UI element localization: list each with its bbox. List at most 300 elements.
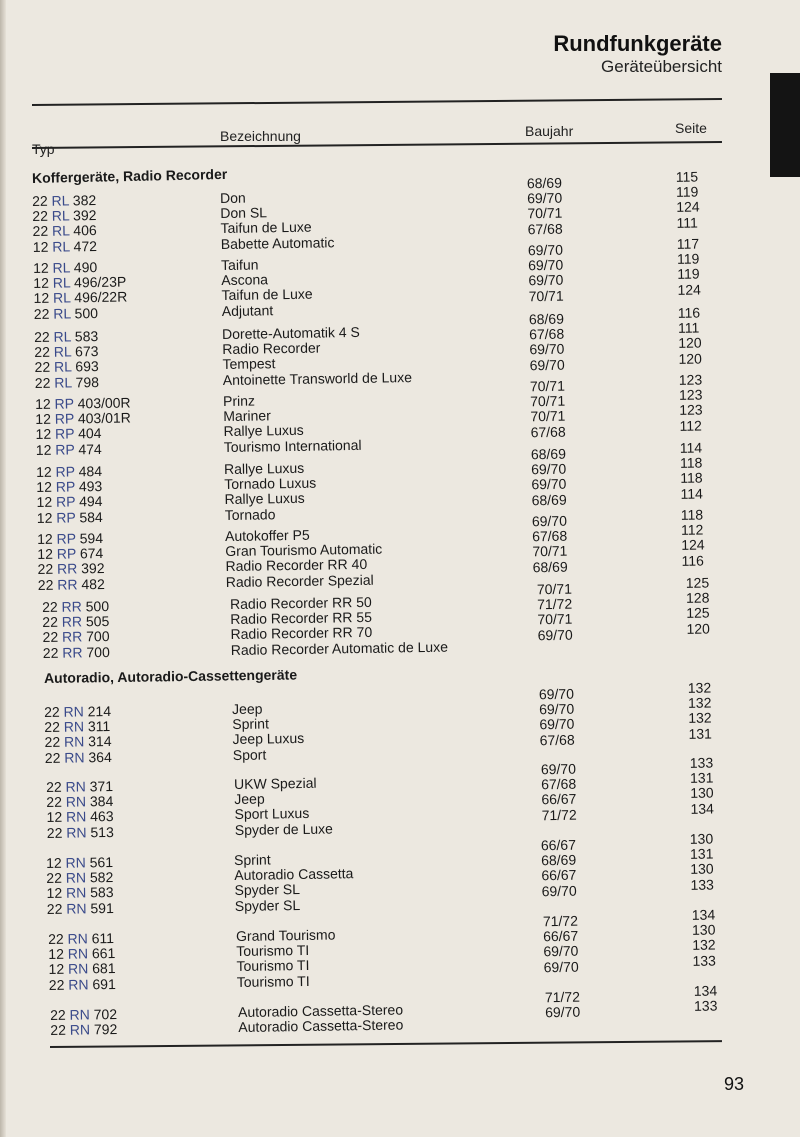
typ-prefix: 22 bbox=[46, 793, 63, 811]
typ-number: 500 bbox=[74, 304, 99, 321]
typ-series: RR bbox=[61, 598, 82, 615]
typ-prefix: 22 bbox=[45, 778, 62, 795]
baujahr-cell: 69/70 bbox=[527, 241, 564, 259]
seite-cell: 128 bbox=[685, 589, 710, 607]
typ-prefix: 22 bbox=[42, 629, 59, 646]
baujahr-cell: 70/71 bbox=[527, 205, 563, 222]
seite-cell: 112 bbox=[680, 521, 704, 539]
typ-series: RN bbox=[69, 1021, 91, 1038]
baujahr-cell: 68/69 bbox=[531, 491, 567, 508]
row-group bbox=[43, 679, 765, 767]
typ-prefix: 12 bbox=[46, 885, 63, 902]
baujahr-cell: 68/69 bbox=[530, 445, 567, 463]
bezeichnung-cell: Spyder SL bbox=[234, 896, 301, 914]
typ-number: 406 bbox=[73, 222, 97, 239]
seite-cell: 133 bbox=[693, 997, 718, 1015]
typ-number: 700 bbox=[86, 628, 110, 645]
typ-cell bbox=[33, 239, 97, 255]
typ-series: RN bbox=[66, 823, 87, 841]
typ-prefix: 22 bbox=[37, 576, 54, 593]
bezeichnung-cell: Autoradio Cassetta-Stereo bbox=[238, 1016, 404, 1036]
bezeichnung-cell: Radio Recorder Spezial bbox=[225, 571, 374, 590]
baujahr-cell: 67/68 bbox=[541, 775, 577, 793]
typ-series: RL bbox=[52, 274, 71, 291]
typ-series: RN bbox=[65, 793, 87, 810]
typ-cell bbox=[47, 825, 114, 841]
typ-number: 691 bbox=[92, 975, 116, 992]
typ-prefix: 22 bbox=[42, 613, 59, 631]
typ-prefix: 22 bbox=[50, 1021, 67, 1039]
bezeichnung-cell: Radio Recorder bbox=[222, 339, 321, 358]
typ-series: RN bbox=[67, 930, 88, 947]
seite-cell: 112 bbox=[679, 417, 702, 434]
typ-number: 403/01R bbox=[77, 409, 131, 427]
bezeichnung-cell: Tempest bbox=[222, 355, 276, 373]
typ-number: 702 bbox=[93, 1005, 118, 1023]
typ-number: 474 bbox=[78, 440, 102, 457]
typ-number: 482 bbox=[81, 575, 105, 592]
typ-number: 392 bbox=[81, 560, 105, 577]
baujahr-cell: 69/70 bbox=[528, 256, 564, 274]
baujahr-cell: 67/68 bbox=[532, 527, 568, 545]
typ-number: 463 bbox=[90, 808, 114, 825]
seite-cell: 132 bbox=[687, 694, 712, 712]
typ-prefix: 22 bbox=[44, 718, 61, 736]
typ-number: 371 bbox=[89, 777, 114, 795]
typ-number: 311 bbox=[87, 718, 111, 735]
seite-cell: 130 bbox=[690, 784, 714, 802]
typ-series: RN bbox=[65, 854, 86, 871]
typ-number: 496/22R bbox=[74, 288, 128, 306]
typ-number: 384 bbox=[89, 793, 114, 810]
typ-number: 673 bbox=[74, 343, 99, 360]
typ-prefix: 12 bbox=[35, 441, 52, 458]
typ-number: 500 bbox=[85, 597, 110, 615]
baujahr-cell: 69/70 bbox=[528, 272, 564, 289]
seite-cell: 116 bbox=[677, 304, 701, 321]
bezeichnung-cell: Rallye Luxus bbox=[223, 459, 305, 478]
bezeichnung-cell: Sprint bbox=[232, 715, 270, 733]
typ-series: RN bbox=[66, 899, 87, 917]
baujahr-cell: 69/70 bbox=[537, 626, 573, 643]
seite-cell: 123 bbox=[678, 371, 703, 388]
typ-number: 505 bbox=[85, 613, 110, 630]
seite-cell: 123 bbox=[678, 386, 703, 404]
baujahr-cell: 69/70 bbox=[531, 476, 567, 493]
seite-cell: 111 bbox=[677, 319, 700, 337]
bezeichnung-cell: Spyder de Luxe bbox=[234, 820, 333, 838]
baujahr-cell: 66/67 bbox=[541, 791, 577, 808]
bezeichnung-cell: Jeep bbox=[234, 790, 265, 808]
typ-prefix: 12 bbox=[32, 238, 49, 255]
seite-cell: 130 bbox=[691, 921, 716, 939]
typ-series: RP bbox=[55, 463, 75, 480]
typ-series: RN bbox=[65, 778, 86, 795]
typ-prefix: 12 bbox=[34, 395, 51, 412]
seite-cell: 117 bbox=[676, 235, 700, 252]
bezeichnung-cell: Autoradio Cassetta-Stereo bbox=[237, 1001, 404, 1021]
thumb-index-tab bbox=[770, 73, 800, 177]
typ-prefix: 22 bbox=[32, 207, 49, 225]
seite-cell: 114 bbox=[680, 485, 703, 502]
typ-number: 591 bbox=[90, 899, 114, 916]
bezeichnung-cell: Tourismo International bbox=[223, 436, 362, 455]
seite-cell: 119 bbox=[675, 183, 699, 201]
typ-prefix: 22 bbox=[46, 900, 63, 917]
seite-cell: 120 bbox=[678, 350, 703, 367]
seite-cell: 134 bbox=[690, 800, 715, 817]
bezeichnung-cell: Jeep Luxus bbox=[232, 730, 305, 748]
typ-prefix: 22 bbox=[33, 305, 50, 322]
typ-series: RP bbox=[54, 410, 75, 427]
bezeichnung-cell: Tourismo TI bbox=[236, 942, 310, 960]
typ-number: 403/00R bbox=[77, 394, 131, 412]
seite-cell: 120 bbox=[686, 620, 711, 637]
baujahr-cell: 69/70 bbox=[538, 685, 575, 703]
typ-series: RL bbox=[52, 289, 71, 307]
baujahr-cell: 70/71 bbox=[537, 611, 573, 628]
seite-cell: 124 bbox=[681, 536, 705, 554]
typ-number: 513 bbox=[90, 823, 114, 840]
baujahr-cell: 71/72 bbox=[537, 595, 573, 613]
typ-series: RL bbox=[51, 207, 70, 224]
baujahr-cell: 70/71 bbox=[528, 287, 564, 304]
column-header-baujahr: Baujahr bbox=[525, 123, 574, 139]
typ-number: 700 bbox=[86, 643, 110, 660]
typ-cell bbox=[43, 645, 110, 661]
typ-series: RN bbox=[63, 718, 85, 735]
baujahr-cell: 71/72 bbox=[542, 912, 579, 930]
baujahr-cell: 71/72 bbox=[541, 806, 577, 823]
typ-cell bbox=[47, 901, 114, 917]
typ-prefix: 22 bbox=[33, 328, 50, 345]
typ-number: 584 bbox=[79, 508, 103, 525]
typ-number: 314 bbox=[88, 733, 112, 750]
typ-prefix: 12 bbox=[36, 530, 53, 547]
typ-number: 792 bbox=[93, 1021, 118, 1038]
typ-prefix: 22 bbox=[32, 223, 49, 240]
typ-prefix: 12 bbox=[35, 426, 52, 443]
baujahr-cell: 69/70 bbox=[527, 189, 563, 207]
typ-prefix: 22 bbox=[34, 359, 51, 376]
top-rule bbox=[32, 98, 722, 106]
typ-cell bbox=[38, 577, 105, 593]
typ-series: RN bbox=[65, 869, 87, 886]
typ-series: RL bbox=[51, 192, 70, 209]
seite-cell: 118 bbox=[680, 469, 703, 487]
seite-cell: 134 bbox=[693, 982, 718, 999]
baujahr-cell: 69/70 bbox=[543, 958, 579, 975]
bezeichnung-cell: Rallye Luxus bbox=[223, 422, 304, 440]
baujahr-cell: 69/70 bbox=[531, 460, 567, 478]
column-header-seite: Seite bbox=[675, 120, 707, 136]
bezeichnung-cell: Tourismo TI bbox=[236, 972, 310, 990]
typ-cell bbox=[35, 375, 99, 391]
typ-series: RR bbox=[56, 560, 78, 578]
typ-series: RN bbox=[63, 703, 84, 720]
bezeichnung-cell: Radio Recorder RR 55 bbox=[230, 609, 373, 628]
bezeichnung-cell: Tornado bbox=[224, 505, 276, 523]
typ-number: 693 bbox=[75, 358, 99, 375]
bezeichnung-cell: Radio Recorder Automatic de Luxe bbox=[230, 638, 449, 658]
baujahr-cell: 67/68 bbox=[530, 423, 566, 440]
typ-cell bbox=[50, 1022, 117, 1038]
bezeichnung-cell: Radio Recorder RR 70 bbox=[230, 624, 373, 643]
bezeichnung-cell: Taifun de Luxe bbox=[221, 286, 313, 304]
seite-cell: 125 bbox=[685, 574, 710, 591]
typ-number: 490 bbox=[73, 258, 98, 276]
typ-prefix: 12 bbox=[36, 509, 53, 526]
bezeichnung-cell: Sport bbox=[232, 746, 267, 763]
typ-number: 674 bbox=[79, 545, 104, 562]
page-title: Rundfunkgeräte bbox=[553, 31, 722, 56]
typ-series: RN bbox=[67, 960, 89, 978]
baujahr-cell: 68/69 bbox=[541, 851, 577, 869]
bezeichnung-cell: Radio Recorder RR 50 bbox=[229, 593, 372, 613]
typ-prefix: 12 bbox=[35, 410, 52, 428]
typ-prefix: 22 bbox=[46, 824, 63, 841]
baujahr-cell: 67/68 bbox=[529, 325, 565, 343]
bezeichnung-cell: UKW Spezial bbox=[233, 774, 317, 793]
typ-series: RP bbox=[55, 478, 76, 495]
typ-series: RR bbox=[57, 575, 78, 593]
typ-number: 611 bbox=[91, 929, 115, 947]
typ-prefix: 12 bbox=[36, 478, 53, 496]
seite-cell: 133 bbox=[689, 754, 714, 771]
baujahr-cell: 69/70 bbox=[540, 760, 577, 778]
seite-cell: 133 bbox=[690, 876, 715, 893]
seite-cell: 124 bbox=[676, 198, 700, 216]
typ-number: 382 bbox=[72, 191, 97, 209]
header-rule bbox=[32, 141, 722, 149]
baujahr-cell: 68/69 bbox=[532, 558, 568, 575]
bezeichnung-cell: Ascona bbox=[221, 271, 269, 289]
typ-prefix: 22 bbox=[41, 598, 58, 615]
bezeichnung-cell: Don SL bbox=[220, 204, 268, 222]
seite-cell: 132 bbox=[688, 709, 712, 727]
typ-series: RN bbox=[65, 884, 87, 902]
typ-prefix: 22 bbox=[37, 561, 54, 578]
typ-series: RP bbox=[56, 530, 76, 547]
seite-cell: 125 bbox=[686, 604, 710, 622]
typ-prefix: 22 bbox=[47, 930, 64, 947]
typ-prefix: 22 bbox=[34, 374, 51, 391]
typ-series: RP bbox=[56, 545, 77, 562]
typ-series: RP bbox=[55, 493, 76, 511]
baujahr-cell: 69/70 bbox=[529, 341, 565, 358]
bezeichnung-cell: Sport Luxus bbox=[234, 805, 310, 823]
seite-cell: 114 bbox=[679, 439, 703, 456]
bezeichnung-cell: Tourismo TI bbox=[236, 957, 310, 975]
typ-number: 494 bbox=[79, 493, 103, 510]
typ-number: 214 bbox=[87, 702, 112, 720]
baujahr-cell: 66/67 bbox=[543, 927, 579, 945]
seite-cell: 118 bbox=[679, 454, 703, 472]
typ-prefix: 12 bbox=[37, 545, 54, 563]
bezeichnung-cell: Tornado Luxus bbox=[224, 474, 317, 493]
typ-series: RL bbox=[51, 222, 70, 240]
typ-cell bbox=[37, 510, 103, 526]
typ-number: 661 bbox=[91, 945, 116, 962]
typ-series: RL bbox=[54, 374, 72, 391]
seite-cell: 118 bbox=[680, 506, 704, 523]
typ-prefix: 12 bbox=[48, 945, 65, 963]
page-subtitle: Geräteübersicht bbox=[601, 57, 722, 76]
seite-cell: 116 bbox=[681, 552, 704, 569]
baujahr-cell: 68/69 bbox=[528, 310, 565, 328]
bezeichnung-cell: Autokoffer P5 bbox=[224, 526, 310, 545]
typ-prefix: 22 bbox=[44, 734, 61, 751]
typ-prefix: 12 bbox=[33, 274, 50, 292]
typ-number: 583 bbox=[90, 884, 114, 901]
seite-cell: 131 bbox=[689, 845, 714, 863]
typ-prefix: 22 bbox=[44, 749, 61, 766]
baujahr-cell: 70/71 bbox=[530, 392, 566, 410]
typ-number: 582 bbox=[89, 869, 114, 886]
typ-cell bbox=[34, 306, 98, 322]
seite-cell: 120 bbox=[678, 334, 702, 352]
seite-cell: 119 bbox=[676, 250, 700, 268]
seite-cell: 130 bbox=[689, 830, 714, 847]
baujahr-cell: 69/70 bbox=[531, 512, 568, 530]
typ-prefix: 22 bbox=[43, 703, 60, 720]
column-header-bezeichnung: Bezeichnung bbox=[220, 128, 301, 144]
typ-prefix: 22 bbox=[31, 192, 48, 209]
typ-cell bbox=[49, 977, 116, 993]
baujahr-cell: 69/70 bbox=[539, 700, 575, 718]
bezeichnung-cell: Mariner bbox=[223, 407, 271, 425]
seite-cell: 124 bbox=[677, 281, 702, 298]
typ-number: 364 bbox=[88, 748, 112, 765]
seite-cell: 131 bbox=[689, 769, 714, 787]
bezeichnung-cell: Taifun bbox=[220, 256, 259, 274]
typ-prefix: 22 bbox=[42, 644, 59, 661]
column-header-typ: Typ bbox=[32, 141, 55, 157]
bezeichnung-cell: Gran Tourismo Automatic bbox=[225, 540, 383, 560]
typ-prefix: 12 bbox=[48, 961, 65, 978]
bezeichnung-cell: Sprint bbox=[233, 851, 271, 869]
typ-prefix: 12 bbox=[45, 854, 62, 871]
baujahr-cell: 68/69 bbox=[526, 174, 563, 192]
typ-prefix: 12 bbox=[46, 809, 63, 826]
baujahr-cell: 69/70 bbox=[529, 356, 565, 373]
typ-series: RL bbox=[53, 358, 72, 376]
seite-cell: 134 bbox=[691, 906, 716, 923]
bezeichnung-cell: Spyder SL bbox=[234, 881, 301, 899]
typ-series: RP bbox=[54, 425, 75, 443]
typ-series: RR bbox=[62, 643, 83, 661]
bezeichnung-cell: Don bbox=[219, 189, 246, 207]
seite-cell: 130 bbox=[690, 860, 714, 878]
typ-prefix: 22 bbox=[48, 976, 65, 993]
baujahr-cell: 69/70 bbox=[541, 882, 577, 899]
typ-series: RL bbox=[52, 238, 70, 255]
typ-series: RL bbox=[53, 343, 72, 360]
baujahr-cell: 70/71 bbox=[530, 408, 566, 425]
baujahr-cell: 67/68 bbox=[527, 220, 563, 237]
typ-series: RP bbox=[55, 440, 75, 458]
seite-cell: 111 bbox=[676, 214, 698, 231]
baujahr-cell: 66/67 bbox=[541, 867, 577, 884]
typ-series: RN bbox=[63, 733, 85, 751]
baujahr-cell: 70/71 bbox=[529, 377, 566, 395]
seite-cell: 119 bbox=[677, 265, 700, 283]
bezeichnung-cell: Grand Tourismo bbox=[235, 926, 336, 945]
typ-series: RL bbox=[53, 328, 72, 345]
baujahr-cell: 70/71 bbox=[532, 543, 568, 560]
baujahr-cell: 69/70 bbox=[545, 1003, 581, 1021]
bezeichnung-cell: Antoinette Transworld de Luxe bbox=[222, 368, 413, 388]
page-number: 93 bbox=[723, 1074, 744, 1094]
typ-number: 392 bbox=[72, 207, 97, 224]
bezeichnung-cell: Babette Automatic bbox=[220, 233, 335, 252]
page-edge bbox=[0, 0, 6, 1137]
bezeichnung-cell: Radio Recorder RR 40 bbox=[225, 556, 368, 575]
typ-cell bbox=[36, 442, 102, 458]
typ-number: 561 bbox=[89, 853, 114, 871]
baujahr-cell: 70/71 bbox=[536, 580, 573, 598]
typ-series: RN bbox=[64, 748, 85, 766]
typ-number: 496/23P bbox=[73, 273, 127, 291]
typ-series: RP bbox=[56, 508, 76, 526]
baujahr-cell: 69/70 bbox=[539, 716, 575, 733]
typ-series: RL bbox=[53, 305, 71, 322]
typ-number: 484 bbox=[78, 462, 103, 480]
typ-series: RN bbox=[69, 1006, 90, 1023]
seite-cell: 132 bbox=[692, 936, 716, 954]
bezeichnung-cell: Prinz bbox=[222, 392, 256, 410]
bezeichnung-cell: Autoradio Cassetta bbox=[234, 865, 354, 884]
typ-number: 583 bbox=[74, 327, 99, 345]
section-heading: Koffergeräte, Radio Recorder bbox=[31, 165, 228, 186]
typ-prefix: 12 bbox=[33, 290, 50, 307]
typ-series: RN bbox=[65, 808, 87, 826]
typ-number: 472 bbox=[73, 237, 98, 254]
seite-cell: 133 bbox=[692, 952, 717, 969]
typ-series: RN bbox=[67, 945, 89, 962]
typ-prefix: 22 bbox=[49, 1006, 66, 1023]
bezeichnung-cell: Jeep bbox=[231, 700, 263, 718]
typ-series: RP bbox=[54, 395, 74, 412]
typ-cell bbox=[45, 750, 112, 766]
bezeichnung-cell: Rallye Luxus bbox=[224, 490, 305, 508]
typ-number: 798 bbox=[75, 373, 100, 390]
typ-prefix: 12 bbox=[35, 463, 52, 480]
bezeichnung-cell: Taifun de Luxe bbox=[220, 219, 312, 237]
typ-prefix: 12 bbox=[36, 494, 53, 511]
baujahr-cell: 69/70 bbox=[543, 943, 579, 960]
typ-series: RR bbox=[61, 613, 83, 630]
typ-number: 594 bbox=[79, 529, 104, 547]
seite-cell: 132 bbox=[687, 679, 712, 696]
typ-series: RN bbox=[68, 975, 89, 993]
typ-series: RR bbox=[61, 628, 83, 646]
typ-number: 681 bbox=[92, 960, 116, 977]
baujahr-cell: 71/72 bbox=[544, 988, 581, 1006]
typ-prefix: 22 bbox=[46, 869, 63, 887]
seite-cell: 131 bbox=[688, 725, 713, 742]
bezeichnung-cell: Adjutant bbox=[221, 301, 274, 319]
typ-number: 404 bbox=[78, 425, 102, 442]
seite-cell: 123 bbox=[679, 401, 703, 419]
bezeichnung-cell: Dorette-Automatik 4 S bbox=[221, 323, 360, 343]
typ-number: 493 bbox=[78, 478, 103, 495]
section-heading: Autoradio, Autoradio-Cassettengeräte bbox=[43, 666, 298, 686]
seite-cell: 115 bbox=[675, 168, 699, 185]
typ-prefix: 22 bbox=[34, 343, 51, 361]
baujahr-cell: 67/68 bbox=[539, 731, 575, 748]
typ-series: RL bbox=[52, 259, 71, 276]
